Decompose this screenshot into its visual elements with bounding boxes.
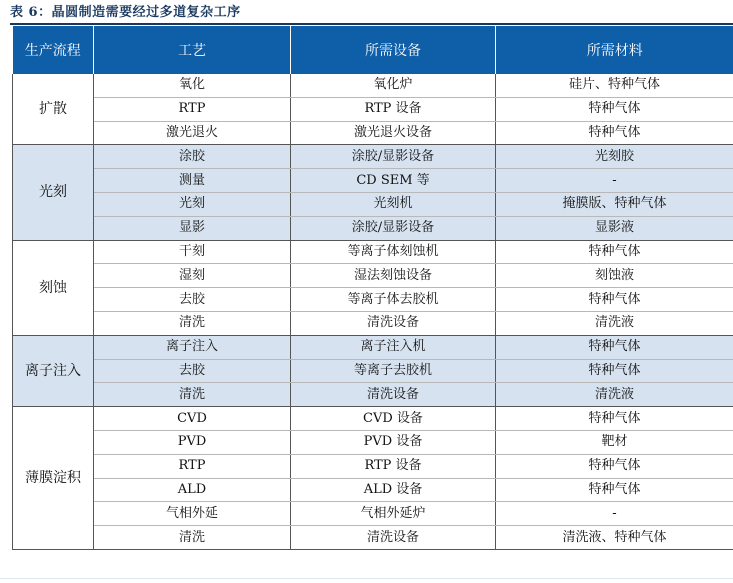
materials-cell: - xyxy=(496,169,733,193)
table-header xyxy=(13,26,733,74)
table-row xyxy=(13,240,733,264)
process-cell: PVD xyxy=(94,430,291,454)
process-cell: 测量 xyxy=(94,169,291,193)
process-cell: ALD xyxy=(94,478,291,502)
table-row xyxy=(13,288,733,312)
table-row xyxy=(13,169,733,193)
process-cell: 去胶 xyxy=(94,359,291,383)
header-stage: 生产流程 xyxy=(13,26,94,74)
table-row xyxy=(13,526,733,550)
materials-cell: 特种气体 xyxy=(496,335,733,359)
header-row xyxy=(13,26,733,74)
header-materials: 所需材料 xyxy=(496,26,733,74)
equipment-cell: PVD 设备 xyxy=(291,430,496,454)
stage-cell: 光刻 xyxy=(13,145,94,240)
equipment-cell: 氧化炉 xyxy=(291,74,496,97)
materials-cell: 特种气体 xyxy=(496,478,733,502)
process-cell: RTP xyxy=(94,454,291,478)
materials-cell: 掩膜版、特种气体 xyxy=(496,192,733,216)
stage-group xyxy=(13,74,733,145)
equipment-cell: 光刻机 xyxy=(291,192,496,216)
table-row xyxy=(13,335,733,359)
materials-cell: 刻蚀液 xyxy=(496,264,733,288)
equipment-cell: 湿法刻蚀设备 xyxy=(291,264,496,288)
page-bottom-rule xyxy=(0,578,733,579)
materials-cell: 靶材 xyxy=(496,430,733,454)
stage-cell: 刻蚀 xyxy=(13,240,94,335)
equipment-cell: 激光退火设备 xyxy=(291,121,496,145)
process-cell: 激光退火 xyxy=(94,121,291,145)
process-cell: 干刻 xyxy=(94,240,291,264)
table-row xyxy=(13,359,733,383)
equipment-cell: 涂胶/显影设备 xyxy=(291,216,496,240)
process-cell: 湿刻 xyxy=(94,264,291,288)
table-row xyxy=(13,454,733,478)
table-row xyxy=(13,430,733,454)
table-row xyxy=(13,407,733,431)
equipment-cell: 清洗设备 xyxy=(291,311,496,335)
equipment-cell: 等离子体去胶机 xyxy=(291,288,496,312)
equipment-cell: ALD 设备 xyxy=(291,478,496,502)
stage-group xyxy=(13,335,733,406)
header-process: 工艺 xyxy=(94,26,291,74)
process-cell: 光刻 xyxy=(94,192,291,216)
equipment-cell: 等离子去胶机 xyxy=(291,359,496,383)
table-row xyxy=(13,383,733,407)
equipment-cell: 清洗设备 xyxy=(291,383,496,407)
process-cell: 去胶 xyxy=(94,288,291,312)
table-row xyxy=(13,311,733,335)
materials-cell: 清洗液 xyxy=(496,311,733,335)
process-cell: CVD xyxy=(94,407,291,431)
materials-cell: 光刻胶 xyxy=(496,145,733,169)
equipment-cell: CVD 设备 xyxy=(291,407,496,431)
materials-cell: 特种气体 xyxy=(496,97,733,121)
materials-cell: 特种气体 xyxy=(496,407,733,431)
materials-cell: 显影液 xyxy=(496,216,733,240)
stage-cell: 扩散 xyxy=(13,74,94,145)
table-row xyxy=(13,502,733,526)
equipment-cell: RTP 设备 xyxy=(291,97,496,121)
materials-cell: 硅片、特种气体 xyxy=(496,74,733,97)
table-row xyxy=(13,264,733,288)
stage-cell: 离子注入 xyxy=(13,335,94,406)
equipment-cell: RTP 设备 xyxy=(291,454,496,478)
process-table xyxy=(12,26,733,550)
materials-cell: 特种气体 xyxy=(496,288,733,312)
materials-cell: 特种气体 xyxy=(496,121,733,145)
process-cell: 显影 xyxy=(94,216,291,240)
table-row xyxy=(13,145,733,169)
equipment-cell: 涂胶/显影设备 xyxy=(291,145,496,169)
process-cell: 气相外延 xyxy=(94,502,291,526)
table-row xyxy=(13,192,733,216)
process-cell: 清洗 xyxy=(94,311,291,335)
stage-group xyxy=(13,240,733,335)
equipment-cell: 气相外延炉 xyxy=(291,502,496,526)
table-caption: 表 6：晶圆制造需要经过多道复杂工序 xyxy=(10,5,241,20)
table-row xyxy=(13,478,733,502)
equipment-cell: 离子注入机 xyxy=(291,335,496,359)
process-cell: 离子注入 xyxy=(94,335,291,359)
process-cell: 清洗 xyxy=(94,383,291,407)
table-row xyxy=(13,121,733,145)
equipment-cell: 等离子体刻蚀机 xyxy=(291,240,496,264)
table-row xyxy=(13,74,733,97)
process-cell: 清洗 xyxy=(94,526,291,550)
caption-rule xyxy=(10,23,733,25)
materials-cell: - xyxy=(496,502,733,526)
materials-cell: 特种气体 xyxy=(496,359,733,383)
header-equipment: 所需设备 xyxy=(291,26,496,74)
equipment-cell: CD SEM 等 xyxy=(291,169,496,193)
materials-cell: 特种气体 xyxy=(496,454,733,478)
stage-group xyxy=(13,407,733,550)
equipment-cell: 清洗设备 xyxy=(291,526,496,550)
process-cell: 氧化 xyxy=(94,74,291,97)
stage-group xyxy=(13,145,733,240)
materials-cell: 清洗液、特种气体 xyxy=(496,526,733,550)
process-cell: RTP xyxy=(94,97,291,121)
table-row xyxy=(13,97,733,121)
materials-cell: 特种气体 xyxy=(496,240,733,264)
materials-cell: 清洗液 xyxy=(496,383,733,407)
stage-cell: 薄膜淀积 xyxy=(13,407,94,550)
table-row xyxy=(13,216,733,240)
process-cell: 涂胶 xyxy=(94,145,291,169)
